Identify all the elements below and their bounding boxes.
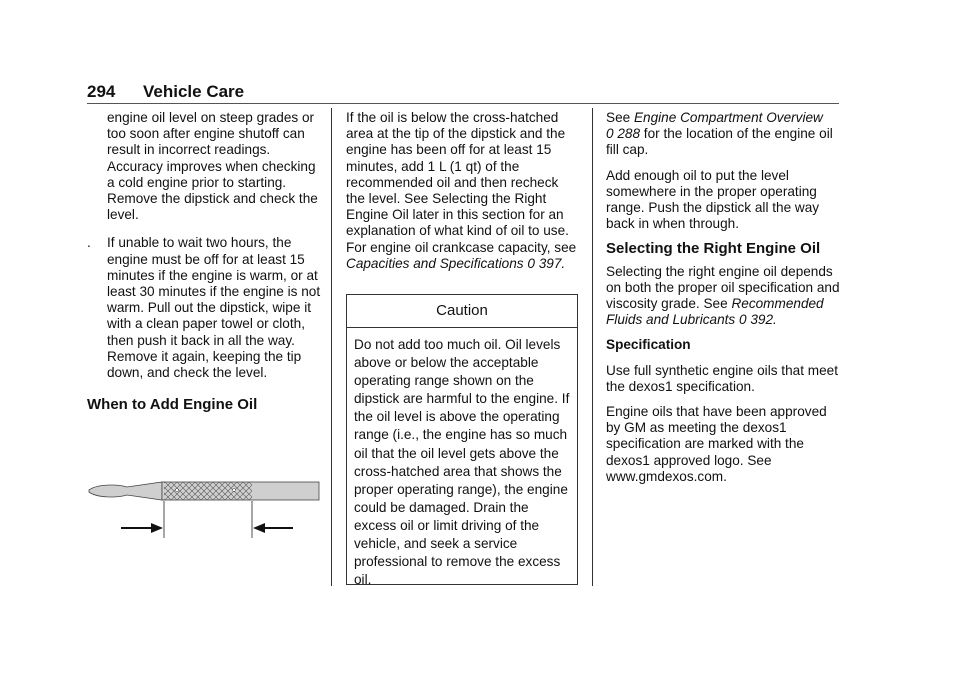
add-enough-paragraph: Add enough oil to put the level somewhere in the proper operating range. Push the dipstick all the way back in when through. xyxy=(606,167,820,232)
recommended-fluids-link[interactable]: Recommended Fluids and Lubricants xyxy=(606,296,824,328)
continued-paragraph: engine oil level on steep grades or too soon after engine shutoff can result in incorrect readings. Accuracy improves when checking a cold engine prior to starting. Remove the dipstick and check the level. xyxy=(107,110,318,223)
column-middle xyxy=(346,110,580,281)
header-rule xyxy=(87,103,839,104)
section-heading-select-oil: Selecting the Right Engine Oil xyxy=(606,240,821,258)
column-left xyxy=(87,110,321,413)
arrow-right-icon xyxy=(151,523,163,533)
bullet-item xyxy=(87,235,321,381)
page-header xyxy=(87,82,244,102)
page-ref-392: 0 392. xyxy=(739,312,777,328)
column-divider-1 xyxy=(331,108,332,586)
arrow-left-icon xyxy=(253,523,265,533)
page-ref-397: 0 397. xyxy=(527,255,566,271)
column-right xyxy=(606,110,840,494)
capacities-link[interactable]: Capacities and Specifications xyxy=(346,255,524,271)
engine-overview-link[interactable]: Engine Compartment Overview xyxy=(633,110,823,125)
section-heading-add-oil: When to Add Engine Oil xyxy=(87,396,258,414)
caution-text: Do not add too much oil. Oil levels above or below the acceptable operating range shown on the dipstick are harmful to the engine. If the oil level is above the operating range (i.e., the engine has so much oil that the oil level gets above the cross-hatched area that shows the proper operating range), the engine could be damaged. Drain the excess oil or limit driving of the vehicle, and seek a service professional to remove the excess oil. xyxy=(354,337,570,588)
dexos-paragraph: Engine oils that have been approved by GM as meeting the dexos1 specification are marked with the dexos1 approved logo. See www.gmdexos.com. xyxy=(606,404,827,484)
add-oil-paragraph: If the oil is below the cross-hatched area at the tip of the dipstick and the engine has been off for at least 15 minutes, add 1 L (1 qt) of the recommended oil and then recheck the level. See Selecting the Right Engine Oil later in this section for an explanation of what kind of oil to use. For engine oil crankcase capacity, see Capacities and Specifications 0 397. xyxy=(346,110,577,271)
section-title: Vehicle Care xyxy=(143,82,245,101)
page-ref-288: 0 288 xyxy=(606,126,641,142)
synthetic-paragraph: Use full synthetic engine oils that meet the dexos1 specification. xyxy=(606,362,838,394)
see-overview-paragraph: See Engine Compartment Overview 0 288 for the location of the engine oil fill cap. xyxy=(606,110,833,158)
page-number: 294 xyxy=(87,82,116,101)
caution-box xyxy=(346,294,578,588)
dipstick-tip xyxy=(89,482,162,500)
bullet-text: If unable to wait two hours, the engine must be off for at least 15 minutes if the engine is warm, or at least 30 minutes if the engine is not warm. Pull out the dipstick, wipe it with a clean paper towel or cloth, then push it back in all the way. Remove it again, keeping the tip down, and check the level. xyxy=(107,235,321,381)
dipstick-illustration xyxy=(87,470,321,542)
bullet-marker: . xyxy=(87,235,91,251)
caution-title: Caution xyxy=(347,295,577,328)
column-divider-2 xyxy=(592,108,593,586)
specification-subheading: Specification xyxy=(606,337,691,353)
select-oil-paragraph: Selecting the right engine oil depends on both the proper oil specification and viscosity grade. See Recommended Fluids and Lubricants 0 392. xyxy=(606,263,840,328)
